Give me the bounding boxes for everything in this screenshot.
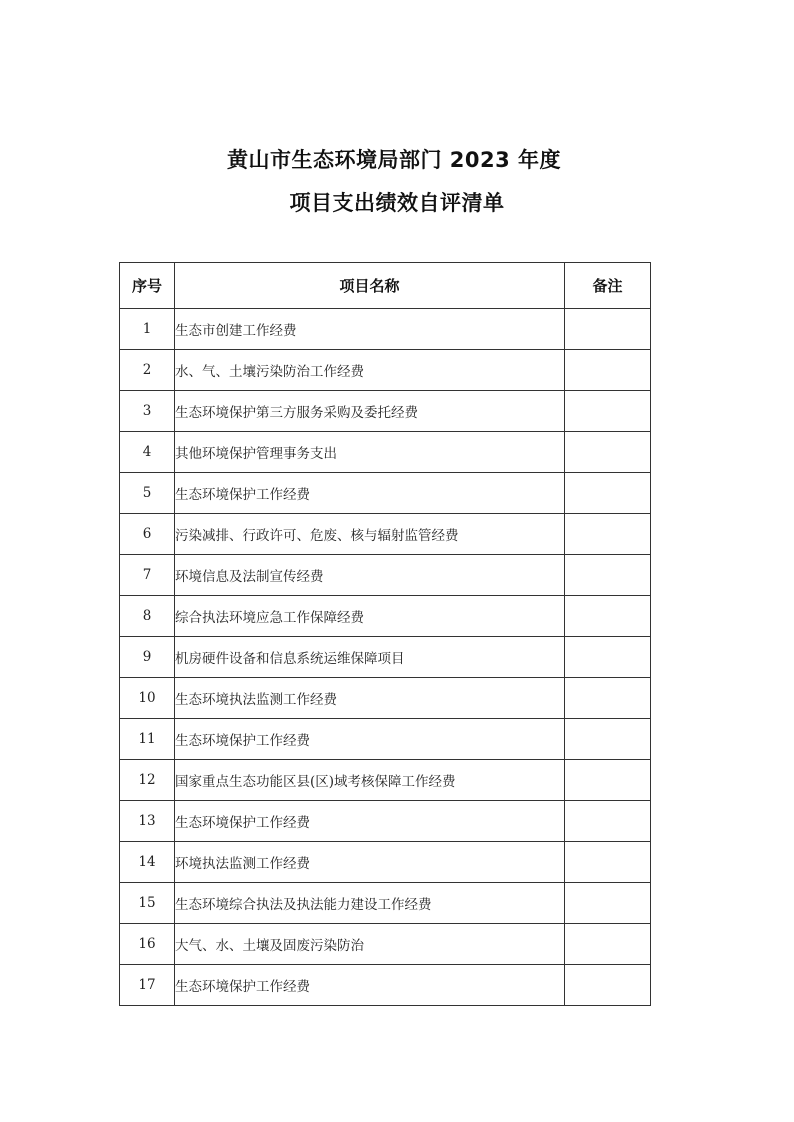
row-serial-number: 2 — [120, 350, 175, 391]
table-row — [120, 473, 651, 514]
row-project-name: 水、气、土壤污染防治工作经费 — [175, 350, 565, 391]
row-remarks — [565, 760, 651, 801]
row-remarks — [565, 678, 651, 719]
row-project-name: 生态市创建工作经费 — [175, 309, 565, 350]
row-remarks — [565, 596, 651, 637]
row-serial-number: 4 — [120, 432, 175, 473]
row-project-name: 大气、水、土壤及固废污染防治 — [175, 924, 565, 965]
table-row — [120, 801, 651, 842]
row-remarks — [565, 842, 651, 883]
project-list-table — [119, 262, 651, 1006]
header-remarks: 备注 — [565, 263, 651, 309]
row-project-name: 其他环境保护管理事务支出 — [175, 432, 565, 473]
row-remarks — [565, 637, 651, 678]
row-serial-number: 13 — [120, 801, 175, 842]
table-row — [120, 391, 651, 432]
row-serial-number: 9 — [120, 637, 175, 678]
table-row — [120, 924, 651, 965]
table-row — [120, 883, 651, 924]
row-remarks — [565, 473, 651, 514]
row-project-name: 生态环境综合执法及执法能力建设工作经费 — [175, 883, 565, 924]
row-remarks — [565, 514, 651, 555]
table-row — [120, 514, 651, 555]
row-remarks — [565, 350, 651, 391]
row-remarks — [565, 309, 651, 350]
row-serial-number: 10 — [120, 678, 175, 719]
row-project-name: 污染减排、行政许可、危废、核与辐射监管经费 — [175, 514, 565, 555]
row-serial-number: 17 — [120, 965, 175, 1006]
table-row — [120, 719, 651, 760]
row-serial-number: 5 — [120, 473, 175, 514]
table-row — [120, 555, 651, 596]
row-serial-number: 1 — [120, 309, 175, 350]
row-remarks — [565, 391, 651, 432]
row-remarks — [565, 965, 651, 1006]
row-project-name: 国家重点生态功能区县(区)域考核保障工作经费 — [175, 760, 565, 801]
table-row — [120, 350, 651, 391]
document-subtitle: 项目支出绩效自评清单 — [289, 191, 505, 215]
row-serial-number: 8 — [120, 596, 175, 637]
table-row — [120, 637, 651, 678]
row-project-name: 生态环境保护工作经费 — [175, 801, 565, 842]
table-row — [120, 965, 651, 1006]
row-serial-number: 15 — [120, 883, 175, 924]
row-project-name: 生态环境保护工作经费 — [175, 965, 565, 1006]
row-project-name: 综合执法环境应急工作保障经费 — [175, 596, 565, 637]
row-serial-number: 3 — [120, 391, 175, 432]
row-project-name: 环境执法监测工作经费 — [175, 842, 565, 883]
table-row — [120, 678, 651, 719]
header-serial-number: 序号 — [120, 263, 175, 309]
table-row — [120, 309, 651, 350]
row-remarks — [565, 555, 651, 596]
table-row — [120, 432, 651, 473]
row-serial-number: 11 — [120, 719, 175, 760]
row-serial-number: 6 — [120, 514, 175, 555]
table-row — [120, 760, 651, 801]
row-project-name: 机房硬件设备和信息系统运维保障项目 — [175, 637, 565, 678]
header-project-name: 项目名称 — [175, 263, 565, 309]
table-row — [120, 596, 651, 637]
table-row — [120, 842, 651, 883]
row-project-name: 生态环境保护工作经费 — [175, 473, 565, 514]
row-remarks — [565, 432, 651, 473]
table-header-row — [120, 263, 651, 309]
row-serial-number: 12 — [120, 760, 175, 801]
document-title: 黄山市生态环境局部门 2023 年度 — [226, 148, 562, 172]
row-project-name: 环境信息及法制宣传经费 — [175, 555, 565, 596]
row-remarks — [565, 924, 651, 965]
row-serial-number: 7 — [120, 555, 175, 596]
row-project-name: 生态环境保护第三方服务采购及委托经费 — [175, 391, 565, 432]
row-serial-number: 14 — [120, 842, 175, 883]
row-project-name: 生态环境保护工作经费 — [175, 719, 565, 760]
row-serial-number: 16 — [120, 924, 175, 965]
row-project-name: 生态环境执法监测工作经费 — [175, 678, 565, 719]
row-remarks — [565, 801, 651, 842]
row-remarks — [565, 883, 651, 924]
row-remarks — [565, 719, 651, 760]
